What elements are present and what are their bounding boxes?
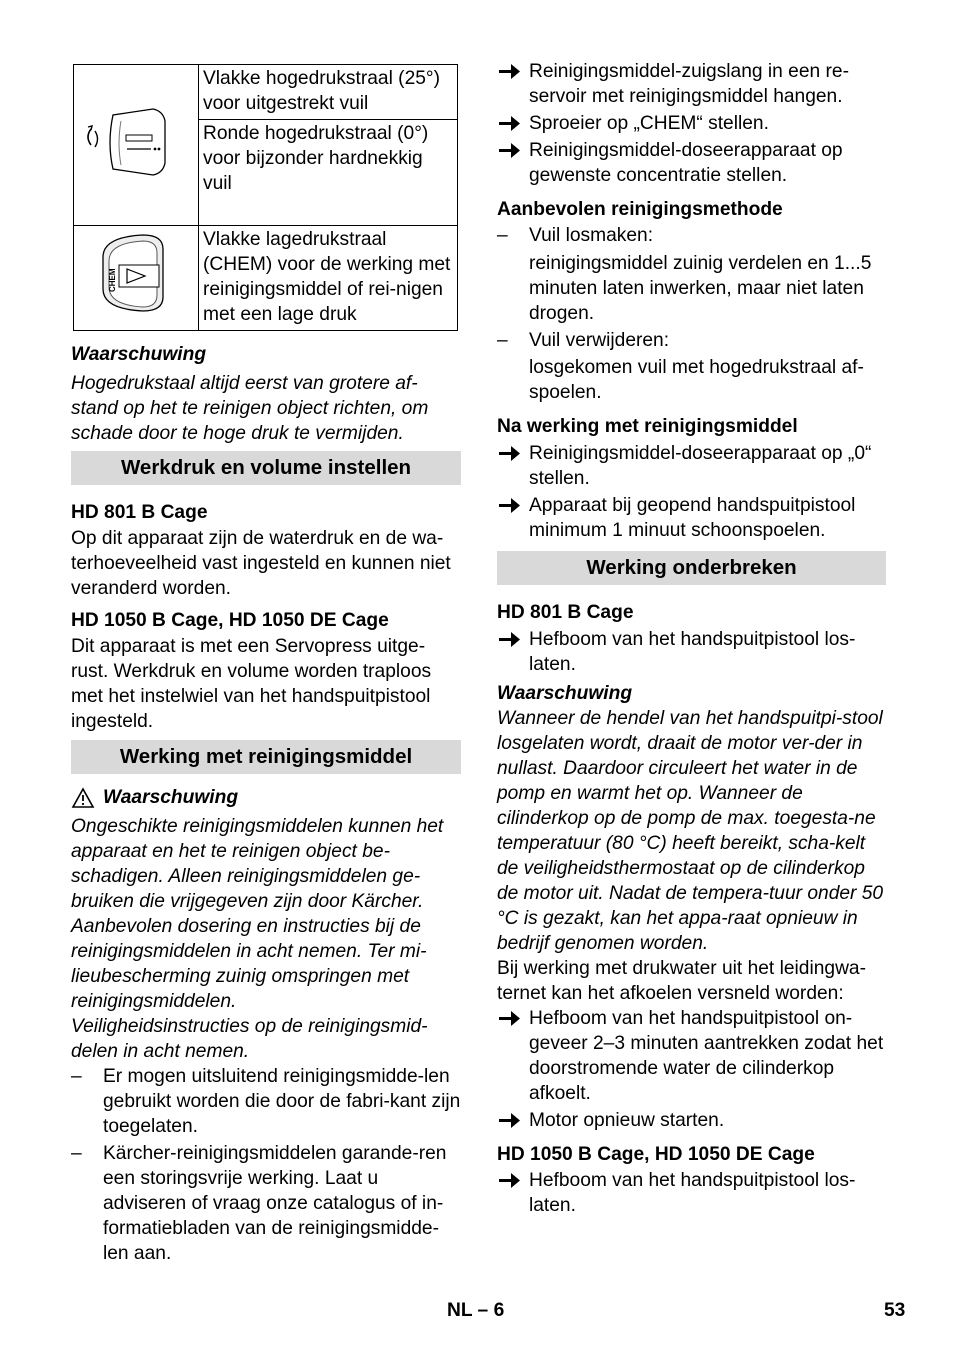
nozzle-chem-image-cell: [74, 226, 199, 331]
nozzle-rotate-icon: [81, 97, 191, 187]
chem-label: CHEM: [108, 268, 117, 292]
arrow-right-icon: [497, 493, 521, 518]
section-title-onderbreken: Werking onderbreken: [497, 551, 886, 585]
section-title-reinigingsmiddel: Werking met reinigingsmiddel: [71, 740, 461, 774]
arrow-right-icon: [497, 1168, 521, 1193]
list-item: – Er mogen uitsluitend reinigingsmidde-len gebruikt worden die door de fabri-kant zijn toegelaten.: [71, 1066, 461, 1137]
warning-text-2: Ongeschikte reinigingsmiddelen kunnen het apparaat en het te reinigen object be-schadigen. Alleen reinigingsmiddelen ge-bruiken die vrijgegeven zijn door Kärcher. Aanbevolen dosering en instructies bij de reinigingsmiddelen in acht nemen. Ter mi-lieubescherming zuinig omspringen met reinigingsmiddelen.: [71, 816, 444, 1012]
nozzle-row-3-text: Vlakke lagedrukstraal (CHEM) voor de werking met reinigingsmiddel of rei-nigen met een lage druk: [199, 226, 458, 331]
warning-triangle-icon: [71, 787, 95, 809]
dash-bullet: –: [497, 330, 508, 351]
list-item: – Kärcher-reinigingsmiddelen garande-ren een storingsvrije werking. Laat u adviseren of vraag onze catalogus of in-formatiebladen van de reinigingsmidde-len aan.: [71, 1143, 447, 1264]
step-item: Apparaat bij geopend handspuitpistool minimum 1 minuut schoonspoelen.: [497, 493, 886, 543]
cooling-paragraph: Bij werking met drukwater uit het leidingwa-ternet kan het afkoelen versneld worden:: [497, 958, 866, 1004]
hd801-paragraph: Op dit apparaat zijn de waterdruk en de wa-terhoeveelheid vast ingesteld en kunnen niet veranderd worden.: [71, 528, 451, 599]
warning-title-right: Waarschuwing: [497, 683, 633, 704]
nozzle-table: [73, 64, 458, 331]
after-heading: Na werking met reinigingsmiddel: [497, 416, 798, 437]
arrow-right-icon: [497, 1006, 521, 1031]
warning-text-3: Veiligheidsinstructies op de reinigingsmid-delen in acht nemen.: [71, 1016, 428, 1062]
method-text-1: reinigingsmiddel zuinig verdelen en 1...5 minuten laten inwerken, maar niet laten drogen.: [529, 253, 872, 324]
warning-title-2: Waarschuwing: [103, 787, 239, 808]
nozzle-chem-icon: [81, 227, 191, 322]
warning-text: Hogedrukstaal altijd eerst van grotere af-stand op het te reinigen object richten, om schade door te hoge druk te vermijden.: [71, 373, 429, 444]
dash-bullet: –: [71, 1143, 82, 1164]
hd1050-paragraph: Dit apparaat is met een Servopress uitge-rust. Werkdruk en volume worden traploos met het instelwiel van het handspuitpistool ingesteld.: [71, 636, 432, 732]
method-heading: Aanbevolen reinigingsmethode: [497, 199, 783, 220]
nozzle-row-1-text: Vlakke hogedrukstraal (25°) voor uitgestrekt vuil: [199, 65, 458, 120]
arrow-right-icon: [497, 59, 521, 84]
model-heading-hd801-right: HD 801 B Cage: [497, 602, 634, 623]
arrow-right-icon: [497, 111, 521, 136]
dash-bullet: –: [497, 225, 508, 246]
method-text-2: losgekomen vuil met hogedrukstraal af-spoelen.: [529, 357, 864, 403]
list-item: – Vuil verwijderen:: [497, 330, 670, 351]
nozzle-row-2-text: Ronde hogedrukstraal (0°) voor bijzonder hardnekkig vuil: [199, 120, 458, 226]
arrow-right-icon: [497, 627, 521, 652]
step-item: Hefboom van het handspuitpistool los-laten.: [497, 627, 886, 677]
nozzle-image-cell: [74, 65, 199, 226]
step-item: Hefboom van het handspuitpistool los-laten.: [497, 1168, 886, 1218]
step-item: Sproeier op „CHEM“ stellen.: [497, 111, 886, 136]
list-item: – Vuil losmaken:: [497, 225, 654, 246]
footer-page-number: 53: [884, 1300, 906, 1321]
model-heading-hd1050: HD 1050 B Cage, HD 1050 DE Cage: [71, 610, 389, 631]
dash-bullet: –: [71, 1066, 82, 1087]
section-title-werkdruk: Werkdruk en volume instellen: [71, 451, 461, 485]
arrow-right-icon: [497, 1108, 521, 1133]
model-heading-hd801: HD 801 B Cage: [71, 502, 208, 523]
model-heading-hd1050-right: HD 1050 B Cage, HD 1050 DE Cage: [497, 1144, 815, 1165]
footer-language-page: NL – 6: [447, 1300, 505, 1321]
arrow-right-icon: [497, 441, 521, 466]
step-item: Reinigingsmiddel-zuigslang in een re-servoir met reinigingsmiddel hangen.: [497, 59, 886, 109]
warning-title: Waarschuwing: [71, 344, 207, 365]
step-item: Hefboom van het handspuitpistool on-geveer 2–3 minuten aantrekken zodat het doorstromende water de cilinderkop afkoelt.: [497, 1006, 886, 1106]
step-item: Motor opnieuw starten.: [497, 1108, 886, 1133]
warning-text-right: Wanneer de hendel van het handspuitpi-stool losgelaten wordt, draait de motor ver-der in nullast. Daardoor circuleert het water in de pomp en warmt het op. Wanneer de cilinderkop op de pomp de max. toegesta-ne temperatuur (80 °C) heeft bereikt, scha-kelt de veiligheidsthermostaat op de cilinderkop de motor uit. Nadat de tempera-tuur onder 50 °C is gezakt, kan het appa-raat opnieuw in bedrijf genomen worden.: [497, 708, 884, 954]
step-item: Reinigingsmiddel-doseerapparaat op „0“ stellen.: [497, 441, 886, 491]
step-item: Reinigingsmiddel-doseerapparaat op gewenste concentratie stellen.: [497, 138, 886, 188]
arrow-right-icon: [497, 138, 521, 163]
warning-heading-row: [71, 785, 238, 810]
